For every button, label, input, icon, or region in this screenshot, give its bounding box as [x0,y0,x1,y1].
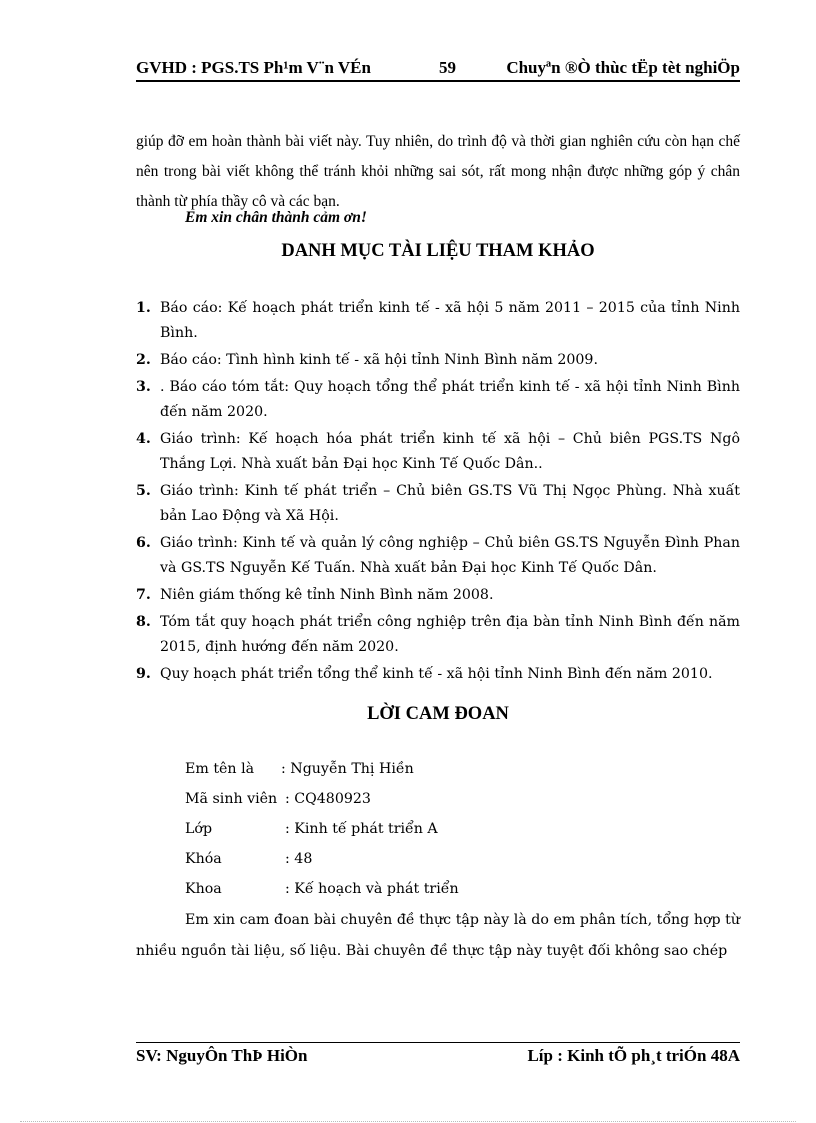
reference-item: 2. Báo cáo: Tình hình kinh tế - xã hội tỉnh Ninh Bình năm 2009. [136,352,598,368]
info-label: Em tên là [185,761,255,777]
info-value: : Nguyễn Thị Hiền [281,761,414,777]
thanks-line: Em xin chân thành cảm ơn! [185,209,367,226]
reference-item: 9. Quy hoạch phát triển tổng thể kinh tế - xã hội tỉnh Ninh Bình đến năm 2010. [136,666,713,682]
reference-item: 4. Giáo trình: Kế hoạch hóa phát triển kinh tế xã hội – Chủ biên PGS.TS Ngô Thắng Lợi. Nhà xuất bản Đại học Kinh Tế Quốc Dân.. [136,431,740,472]
reference-item: 8. Tóm tắt quy hoạch phát triển công nghiệp trên địa bàn tỉnh Ninh Bình đến năm 2015, định hướng đến năm 2020. [136,614,740,655]
header-report-title: Chuyªn ®Ò thùc tËp tèt nghiÖp [506,58,740,77]
info-label: Lớp [185,821,213,837]
info-value: : Kế hoạch và phát triển [285,881,459,897]
page-header [136,56,740,80]
reference-item: 1. Báo cáo: Kế hoạch phát triển kinh tế - xã hội 5 năm 2011 – 2015 của tỉnh Ninh Bình. [136,300,740,341]
header-rule [136,80,740,82]
footer-class: Líp : Kinh tÕ ph¸t triÓn 48A [527,1046,740,1065]
header-page-number: 59 [439,58,456,77]
reference-item: 3. . Báo cáo tóm tắt: Quy hoạch tổng thể phát triển kinh tế - xã hội tỉnh Ninh Bình đến năm 2020. [136,379,740,420]
info-label: Mã sinh viên [185,791,278,807]
info-value: : 48 [285,851,313,867]
info-value: : CQ480923 [285,791,371,807]
info-label: Khoa [185,881,222,897]
references-list [136,296,740,689]
info-label: Khóa [185,851,222,867]
declaration-paragraph: Em xin cam đoan bài chuyên đề thực tập này là do em phân tích, tổng hợp từ nhiều nguồn tài liệu, số liệu. Bài chuyên đề thực tập này tuyệt đối không sao chép [136,912,740,959]
references-title: DANH MỤC TÀI LIỆU THAM KHẢO [281,241,595,261]
reference-item: 5. Giáo trình: Kinh tế phát triển – Chủ biên GS.TS Vũ Thị Ngọc Phùng. Nhà xuất bản Lao Động và Xã Hội. [136,483,740,524]
intro-paragraph: giúp đỡ em hoàn thành bài viết này. Tuy nhiên, do trình độ và thời gian nghiên cứu còn hạn chế nên trong bài viết không thể tránh khỏi những sai sót, rất mong nhận được những góp ý chân thành từ phía thầy cô và các bạn. [136,133,740,210]
reference-item: 6. Giáo trình: Kinh tế và quản lý công nghiệp – Chủ biên GS.TS Nguyễn Đình Phan và GS.TS Nguyễn Kế Tuấn. Nhà xuất bản Đại học Kinh Tế Quốc Dân. [136,535,740,576]
page-edge-divider [20,1121,796,1122]
header-supervisor: GVHD : PGS.TS Ph¹m V¨n VÉn [136,58,371,77]
footer-student: SV: NguyÔn ThÞ HiÒn [136,1046,308,1065]
footer-rule [136,1042,740,1043]
declaration-title: LỜI CAM ĐOAN [367,704,509,724]
info-value: : Kinh tế phát triển A [285,821,438,837]
reference-item: 7. Niên giám thống kê tỉnh Ninh Bình năm 2008. [136,587,494,603]
